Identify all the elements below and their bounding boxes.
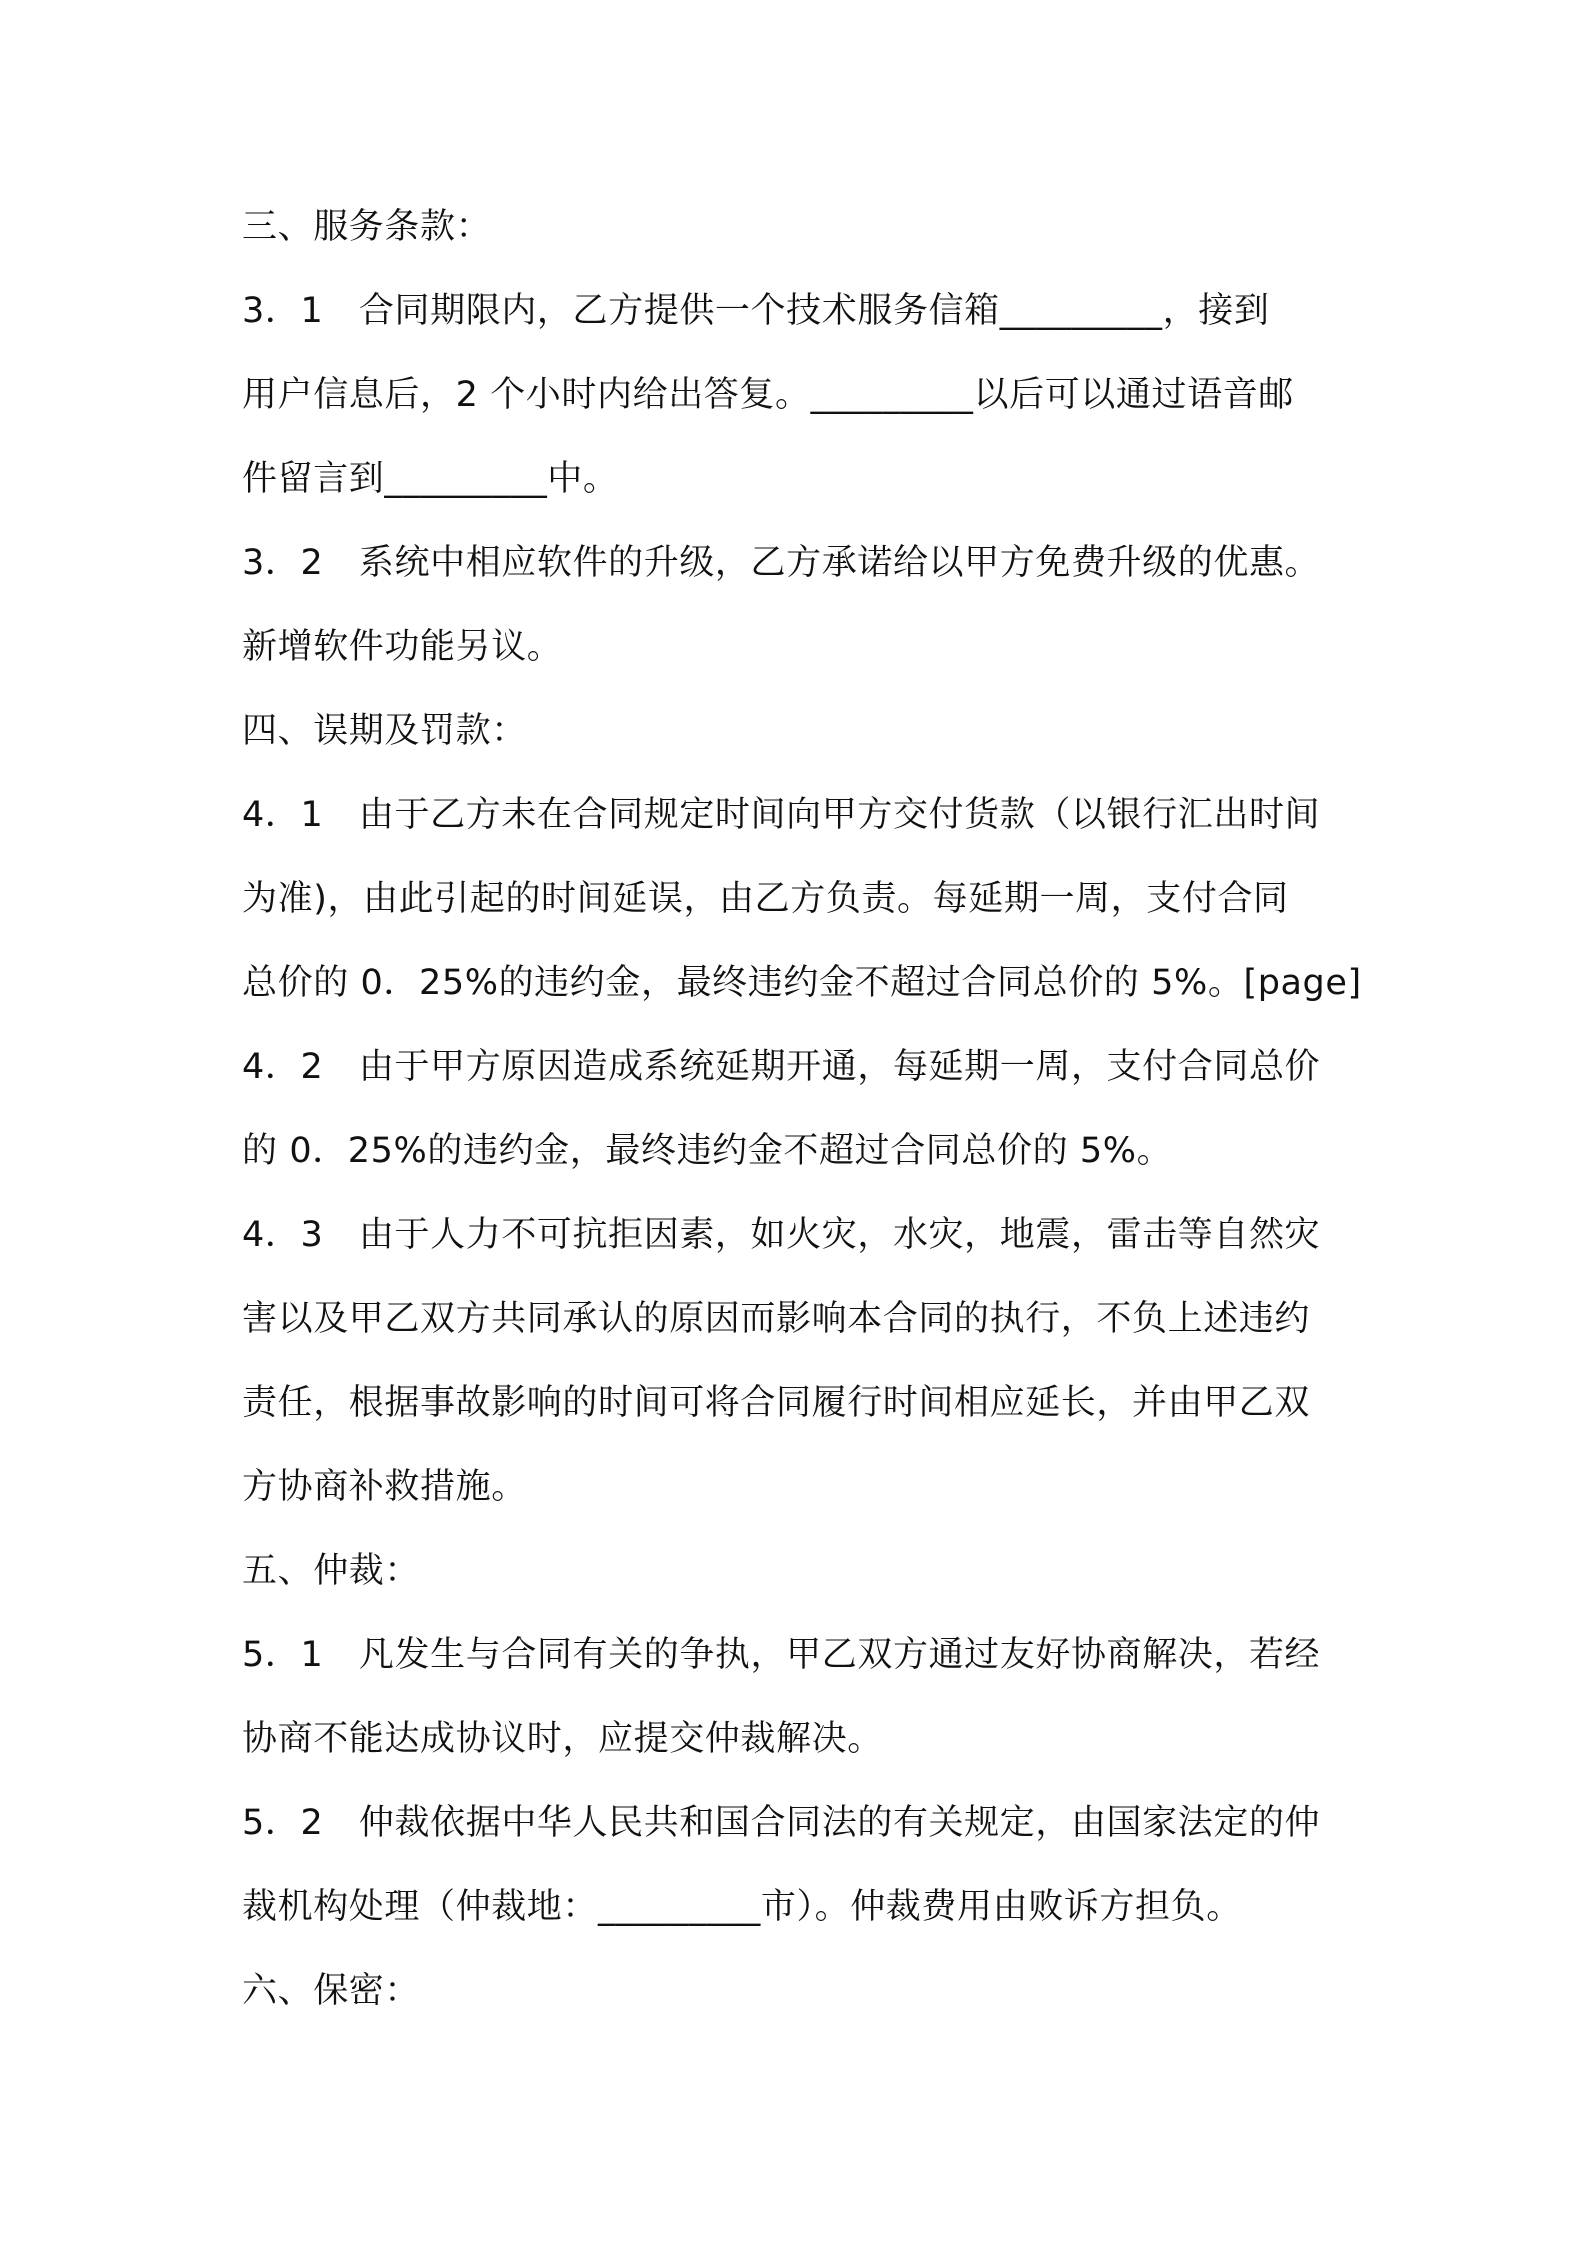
clause-3-1-line-3: 件留言到_________中。 [242, 459, 619, 499]
clause-4-2-line-1: 4．2 由于甲方原因造成系统延期开通，每延期一周，支付合同总价 [242, 1047, 1321, 1087]
clause-4-3-line-3: 责任，根据事故影响的时间可将合同履行时间相应延长，并由甲乙双 [242, 1383, 1311, 1423]
clause-4-3-line-1: 4．3 由于人力不可抗拒因素，如火灾，水灾，地震，雷击等自然灾 [242, 1215, 1321, 1255]
clause-5-1-line-2: 协商不能达成协议时，应提交仲裁解决。 [242, 1719, 883, 1759]
section-heading-arbitration: 五、仲裁： [242, 1551, 421, 1591]
clause-4-1-line-1: 4．1 由于乙方未在合同规定时间向甲方交付货款（以银行汇出时间 [242, 795, 1321, 835]
clause-4-3-line-4: 方协商补救措施。 [242, 1467, 527, 1507]
clause-5-1-line-1: 5．1 凡发生与合同有关的争执，甲乙双方通过友好协商解决，若经 [242, 1635, 1321, 1675]
clause-4-3-line-2: 害以及甲乙双方共同承认的原因而影响本合同的执行，不负上述违约 [242, 1299, 1311, 1339]
clause-4-2-line-2: 的 0．25%的违约金，最终违约金不超过合同总价的 5%。 [242, 1131, 1173, 1171]
clause-3-2-line-1: 3．2 系统中相应软件的升级，乙方承诺给以甲方免费升级的优惠。 [242, 543, 1321, 583]
clause-5-2-line-1: 5．2 仲裁依据中华人民共和国合同法的有关规定，由国家法定的仲 [242, 1803, 1321, 1843]
section-heading-delay-penalty: 四、误期及罚款： [242, 711, 527, 751]
section-heading-confidentiality: 六、保密： [242, 1971, 421, 2011]
clause-5-2-line-2: 裁机构处理（仲裁地：_________市）。仲裁费用由败诉方担负。 [242, 1887, 1242, 1927]
section-heading-service-terms: 三、服务条款： [242, 207, 492, 247]
clause-4-1-line-2: 为准)，由此引起的时间延误，由乙方负责。每延期一周，支付合同 [242, 879, 1289, 919]
clause-3-1-line-1: 3．1 合同期限内，乙方提供一个技术服务信箱_________，接到 [242, 291, 1270, 331]
clause-3-1-line-2: 用户信息后，2 个小时内给出答复。_________以后可以通过语音邮 [242, 375, 1294, 415]
clause-3-2-line-2: 新增软件功能另议。 [242, 627, 563, 667]
clause-4-1-line-3: 总价的 0．25%的违约金，最终违约金不超过合同总价的 5%。[page] [242, 963, 1362, 1003]
